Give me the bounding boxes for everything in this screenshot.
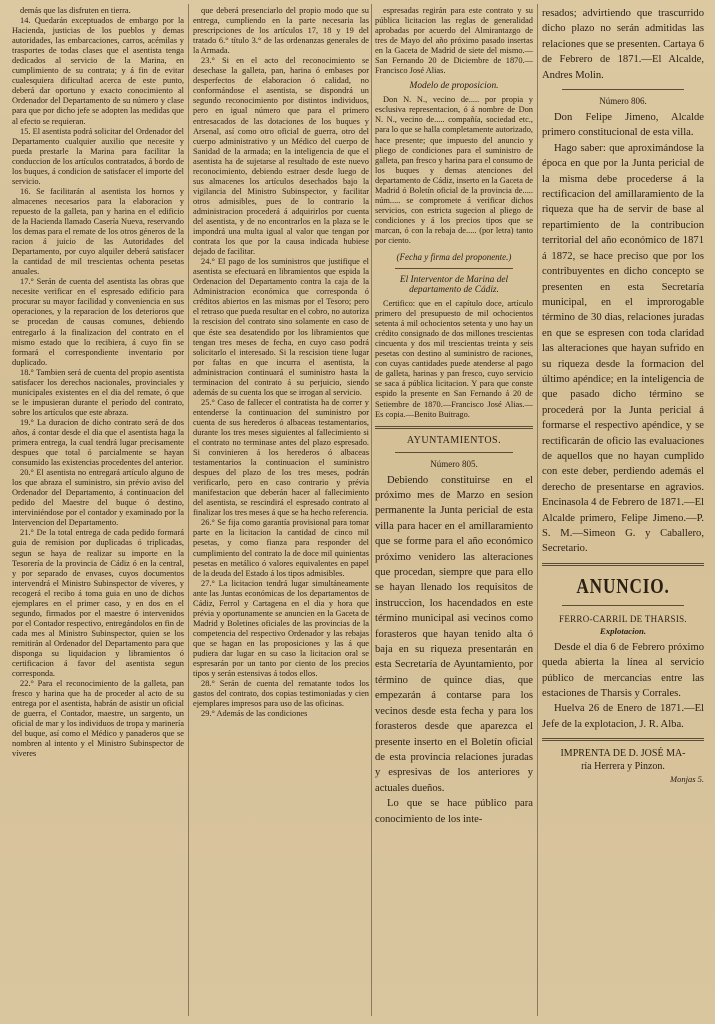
paragraph: 17.° Serán de cuenta del asentista las obras que necesite verificar en el espresado edificio para procurar su mayor facilidad y conveniencia en sus operaciones, y la reparacion de los deterioros que se procedan de causas comunes, debiendo entregarlo á la finalizacion del contrato en el mismo estado que lo recibiera, á cuyo fin se formará el correspondiente inventario por duplicado. bbox=[12, 277, 184, 367]
column-3 bbox=[375, 6, 533, 1018]
column-rule bbox=[188, 4, 189, 1016]
paragraph: Lo que se hace público para conocimiento de los inte- bbox=[375, 798, 533, 825]
paragraph: 23.° Si en el acto del reconocimiento se desechase la galleta, pan, harina ó embases por desperfectos de elaboracion ó calidad, no conformándose el asentista, se dispondrá un segundo reconocimiento por distintos individuos, pero en igual número que para el primero entresacados de las dotaciones de los buques y Arsenal, así como otro oficial de guerra, otro del cuerpo administrativo y un Médico del cuerpo de Sanidad de la armada; en la inteligencia de que el asentista ha de sujetarse al resultado de este nuevo reconocimiento, debiendo estraer desde luego de sus almacenes los artículos desechados bajo la vigilancia del Ministro Subinspector, y facilitar otros admisibles, pues de lo contrario la administracion procederá á adquirirlos por cuenta del asentista, y de no encontrarlos en la plaza se le impondrá una multa igual al valor que tengan por contrata los que por la causa indicada hubiese dejado de facilitar. bbox=[193, 56, 369, 257]
paragraph: Don Felipe Jimeno, Alcalde primero constitucional de esta villa. bbox=[542, 112, 704, 139]
printer-imprint bbox=[542, 747, 704, 786]
divider bbox=[562, 605, 684, 606]
divider bbox=[542, 738, 704, 741]
paragraph: 22.° Para el reconocimiento de la galleta, pan fresco y harina que ha de proceder al acto de su entrega por el asentista, habrán de asistir un oficial de guerra, el Contador, maestre, un sargento, un oficial de mar y los individuos de tropa y marinería del buque, así como el Médico y panaderos que se nombren al intento y el Ministro Subinspector de víveres bbox=[12, 679, 184, 759]
paragraph: 16. Se facilitarán al asentista los hornos y almacenes necesarios para la elaboracion y repuesto de la galleta, pan y harina en el edificio de la Hacienda llamado Casería Nueva, reservando los demas para el remate de los otros géneros de la racion á juicio de las Autoridades del Departamento, por cuyo alquiler deberá satisfacer la cantidad de mil trescientas ochenta pesetas anuales. bbox=[12, 186, 184, 277]
paragraph: Hago saber: que aproximándose la época en que por la Junta pericial de la misma debe procederse á la rectificacion del amillaramiento de la riqueza que ha de servir de base al repartimiento de la contribucion territorial del año económico de 1871 á 1872, se hace preciso que por los contribuyentes en dicho concepto se presenten en esta Secretaría municipal, en el improrogable término de 30 dias, relaciones juradas en que se espresen con toda claridad las alteraciones que hayan sufrido en su riqueza desde la formacion del último apéndice; en la inteligencia de que pasado dicho término se procederá por la Junta pericial á formarse el respectivo apéndice, y se rectificarán de oficio las evaluaciones de aquellos que no hayan cumplido con este deber, perdiendo además el derecho de presentarse en agravios. Encinasola 4 de Febrero de 1871.—El Alcalde primero, Felipe Jimeno.—P. S. M.—Simeon G. y Caballero, Secretario. bbox=[542, 142, 704, 555]
paragraph: 15. El asentista podrá solicitar del Ordenador del Departamento cualquier auxilio que necesite y pueda prestarle la Marina para facilitar la conduccion de los artículos contratados, á bordo de los buques, á condicion de satisfacer el importe del servicio. bbox=[12, 126, 184, 186]
section-heading-modelo: Modelo de proposicion. bbox=[409, 81, 499, 92]
paragraph: Don N. N., vecino de..... por propia y esclusiva representacion, ó á nombre de Don N. N., vecino de..... compañía, sociedad etc., para lo que se halla completamente autorizado, hace presente; que impuesto del anuncio y pliego de condiciones para el suministro de galleta, pan fresco y harina para el consumo de los buques y demas atenciones del departamento de Cádiz, inserto en la Gaceta de Madrid ó Boletín oficial de la provincia de..... núm..... se compromete á verificar dichos servicios, con estricta sugecion al pliego de condiciones y á los precios tipos que se marcan, ó con la rebaja de..... (por letra) tanto por ciento. bbox=[375, 95, 533, 245]
paragraph: 24.° El pago de los suministros que justifique el asentista se efectuará en libramientos que espida la Ordenacion del Departamento contra la caja de la Administracion económica que corresponda ó créditos abiertos en las mismas por el Tesoro; pero el retraso que pueda resultar en el cobro, no autoriza la rescision del contrato sino solamente en caso de que éste sea desatendido por los libramientos que tengan tres meses de fecha, en cuyo caso podrá solicitarlo el interesado. Si la rescision tiene lugar por faltas en que incurra el asentista, la administracion continuará el suministro hasta la terminacion del contrato á su perjuicio, siendo además de su cuenta los que se irrogan al servicio. bbox=[193, 257, 369, 397]
paragraph: 19.° La duracion de dicho contrato será de dos años, á contar desde el dia que el asentista haga la primera entrega, la cual tendrá lugar precisamente despues que total ó parcialmente se hayan consumido las existencias procedentes del anterior. bbox=[12, 417, 184, 468]
signature-line: (Fecha y firma del proponente.) bbox=[396, 252, 512, 263]
paragraph: 18.° Tambien será de cuenta del propio asentista satisfacer los derechos nacionales, provinciales y municipales existentes en el dia del remate, ó que se le impusieran durante el período del contrato, sobre los artículos que este abraza. bbox=[12, 367, 184, 417]
notice-number: Número 805. bbox=[430, 458, 478, 469]
imprint-line: ría Herrera y Pinzon. bbox=[581, 761, 665, 773]
column-4 bbox=[542, 6, 704, 1018]
section-heading-interventor: El Interventor de Marina del departamento de Cádiz. bbox=[399, 275, 509, 296]
imprint-line: IMPRENTA DE D. JOSÉ MA- bbox=[560, 748, 686, 760]
notice-number: Número 806. bbox=[599, 96, 647, 107]
paragraph: 29.° Además de las condiciones bbox=[201, 709, 308, 719]
paragraph: 27.° La licitacion tendrá lugar simultáneamente ante las Juntas económicas de los departamentos de Cádiz, Ferrol y Cartagena en el dia y hora que prévia y oportunamente se anuncien en la Gaceta de Madrid y Boletines oficiales de las provincias de la competencia del respectivo Ordenador y las rebajas que se hagan en las proposiciones y las á que pudiera dar lugar en su caso la licitacion oral se espresarán por un tanto por ciento de los precios tipos y serán estensivas á todos ellos. bbox=[193, 578, 369, 679]
paragraph: que deberá presenciarlo del propio modo que su entrega, cumpliendo en la parte necesaria las prescripciones de los artículos 17, 18 y 19 del tratado 6.° título 3.° de las ordenanzas generales de la Armada. bbox=[193, 6, 369, 56]
section-heading-ayuntamientos: AYUNTAMIENTOS. bbox=[406, 434, 502, 446]
paragraph: 25.° Caso de fallecer el contratista ha de correr y entenderse la continuacion del suministro por cuenta de sus herederos ó albaceas testamentarios, durante los tres meses siguientes al fallecimiento si el contrato no terminase antes del plazo espresado. Si convinieren á los herederos ó albaceas testamentarios la continuacion el suministro despues del plazo de los tres meses, podrán verificarlo, pero en caso contrario y prévia manifestacion que deberán hacer al fallecimiento del asentista, se rescindirá el espresado contrato al finalizar los tres meses á que se ha hecho referencia. bbox=[193, 397, 369, 518]
railway-heading: FERRO-CARRIL DE THARSIS. bbox=[559, 613, 687, 624]
paragraph: 26.° Se fija como garantía provisional para tomar parte en la licitacion la cantidad de cinco mil pesetas, y como fianza para responder del cumplimiento del contrato la de doce mil quinientas pesetas en metálico ó valores equivalentes en papel de la deuda del Estado á los tipos admisibles. bbox=[193, 518, 369, 578]
column-1 bbox=[12, 6, 184, 1018]
paragraph: Desde el dia 6 de Febrero próximo queda abierta la línea al servicio público de mercancias entre las estaciones de Tharsis y Corrales. bbox=[542, 641, 704, 700]
paragraph: demás que las disfruten en tierra. bbox=[20, 6, 131, 15]
paragraph: 20.° El asentista no entregará artículo alguno de los que abraza el suministro, sin prévio aviso del Ordenador del Departamento, á continuacion del pedido del Maestre del buque ó destino, interviniéndose por el contador y examinado por la Intervencion del Departamento. bbox=[12, 468, 184, 528]
paragraph: 21.° De la total entrega de cada pedido formará guia de remision por duplicadas ó triplicadas, segun se haya de realizar su importe en la Tesorería de la provincia de Cádiz ó en la central, y por separado de envases, cuyos documentos intervendrá el Ministro Subinspector de víveres, y recogerá el recibo á toma guia en uno de dichos ejemplares en el primer caso, y en dos en el segundo, firmados por el maestre ó intervenidos por el Contador respectivo, entregándolos en fin de cada mes al Ministro Subinspector, quien se los remitirán al Ordenador del Departamento para que disponga su liquidacion y libramientos ó certificacion á favor del asentista segun corresponda. bbox=[12, 528, 184, 679]
paragraph: 28.° Serán de cuenta del rematante todos los gastos del contrato, dos copias testimoniadas y cien ejemplares impresos para uso de las oficinas. bbox=[193, 679, 369, 709]
divider bbox=[562, 89, 684, 90]
announcement-heading: ANUNCIO. bbox=[576, 573, 670, 598]
divider bbox=[542, 563, 704, 566]
paragraph: Debiendo constituirse en el próximo mes de Marzo en sesion permanente la Junta pericial de esta villa para hacer en el amillaramiento que se forme para el año económico próximo venidero las alteraciones que procedan, siempre que para ello se hayan llenado los requisitos de instruccion, los hacendados en este término municipal asi vecinos como forasteros que hayan tenido alta ó baja en su riqueza presentarán en esta Secretaría de Ayuntamiento, por término de quince dias, que empezarán á contarse para los vecinos desde esta fecha y para los forasteros desde que aparezca el presente inserto en el Boletín oficial de esta provincia relaciones juradas y espresivas de los anteriores y actuales dueños. bbox=[375, 474, 533, 794]
column-2 bbox=[193, 6, 369, 1018]
paragraph: resados; advirtiendo que trascurrido dicho plazo no serán admitidas las relaciones que se presenten. Cartaya 6 de Febrero de 1871.—El Alcalde, Andres Molin. bbox=[542, 8, 704, 81]
column-rule bbox=[371, 4, 372, 1016]
imprint-address: Monjas 5. bbox=[670, 774, 704, 785]
paragraph: Certifico: que en el capítulo doce, artículo primero del presupuesto de mil ochocientos setenta á mil ochocientos setenta y uno hay un crédito consignado de dos millones trescientas cincuenta y dos mil trescientas treinta y seis pesetas con destino al suministro de raciones, con cuyas cantidades puede atenderse al pago de galleta, harinas y pan fresco, cuyo servicio se saca á pública licitacion. Y para que conste espido la presente en San Fernando á 20 de Setiembre de 1870.—Francisco José Alias.—Es copia.—Benito Buitrago. bbox=[375, 299, 533, 419]
divider bbox=[395, 452, 513, 453]
exploitation-heading: Explotacion. bbox=[599, 625, 647, 636]
divider bbox=[395, 268, 513, 269]
paragraph: Huelva 26 de Enero de 1871.—El Jefe de la explotacion, J. R. Alba. bbox=[542, 703, 704, 730]
paragraph: 14. Quedarán exceptuados de embargo por la Hacienda, justicias de los pueblos y demas autoridades, las embarcaciones, carros, acémilas y trasportes de todas clases que el asentista tenga dedicados al servicio de la Marina, en cumplimiento de su contrata; y á fin de evitar cualesquiera dificultad acerca de este punto, deberá dar oportuno y exacto conocimiento al Ordenador del Departamento de su número y clase para que por dicho jefe se adopten las medidas que al efecto se requieran. bbox=[12, 16, 184, 126]
divider bbox=[375, 426, 533, 429]
paragraph: espresadas regirán para este contrato y su pública licitacion las reglas de generalidad aprobadas por acuerdo del Almirantazgo de tres de Mayo del año próximo pasado insertas en la Gaceta de Madrid de siete del mismo.—San Fernando 20 de Diciembre de 1870.—Francisco José Alias. bbox=[375, 6, 533, 76]
column-rule bbox=[537, 4, 538, 1016]
